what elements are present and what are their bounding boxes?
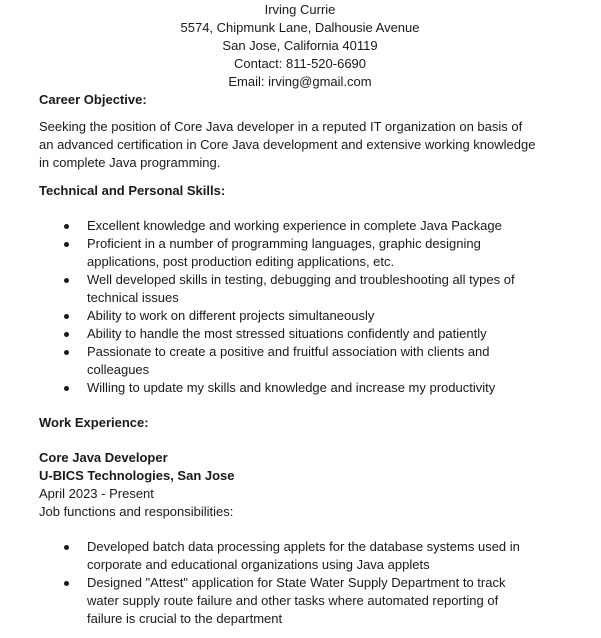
list-item: Excellent knowledge and working experience in complete Java Package: [39, 217, 535, 235]
list-item: Developed batch data processing applets for the database systems used in corporate and educational organizations using Java applets: [39, 538, 535, 574]
job-functions-label: Job functions and responsibilities:: [39, 504, 234, 519]
list-item: Well developed skills in testing, debugging and troubleshooting all types of technical issues: [39, 271, 535, 307]
contact-phone: Contact: 811-520-6690: [233, 56, 367, 71]
list-item: Designed "Attest" application for State Water Supply Department to track water supply route failure and other tasks where automated reporting of failure is crucial to the department: [39, 574, 535, 628]
list-item: Willing to update my skills and knowledge and increase my productivity: [39, 379, 535, 397]
list-item: Proficient in a number of programming languages, graphic designing applications, post production editing applications, etc.: [39, 235, 535, 271]
experience-heading: Work Experience:: [39, 415, 149, 430]
address-line-1: 5574, Chipmunk Lane, Dalhousie Avenue: [180, 20, 420, 35]
applicant-name: Irving Currie: [264, 2, 336, 17]
job-title: Core Java Developer: [39, 450, 168, 465]
skills-heading: Technical and Personal Skills:: [39, 183, 226, 198]
objective-heading: Career Objective:: [39, 92, 147, 107]
address-line-2: San Jose, California 40119: [222, 38, 378, 53]
list-item: Ability to handle the most stressed situations confidently and patiently: [39, 325, 535, 343]
contact-email: Email: irving@gmail.com: [228, 74, 372, 89]
contact-header: [39, 1, 561, 91]
objective-text: Seeking the position of Core Java developer in a reputed IT organization on basis of an advanced certification in Core Java development and extensive working knowledge in complete Java programming.: [39, 119, 536, 170]
company-name: U-BICS Technologies, San Jose: [39, 468, 235, 483]
list-item: Ability to work on different projects simultaneously: [39, 307, 535, 325]
list-item: Passionate to create a positive and fruitful association with clients and colleagues: [39, 343, 535, 379]
skills-list: [39, 217, 601, 397]
experience-list: [39, 538, 601, 628]
job-dates: April 2023 - Present: [39, 486, 154, 501]
